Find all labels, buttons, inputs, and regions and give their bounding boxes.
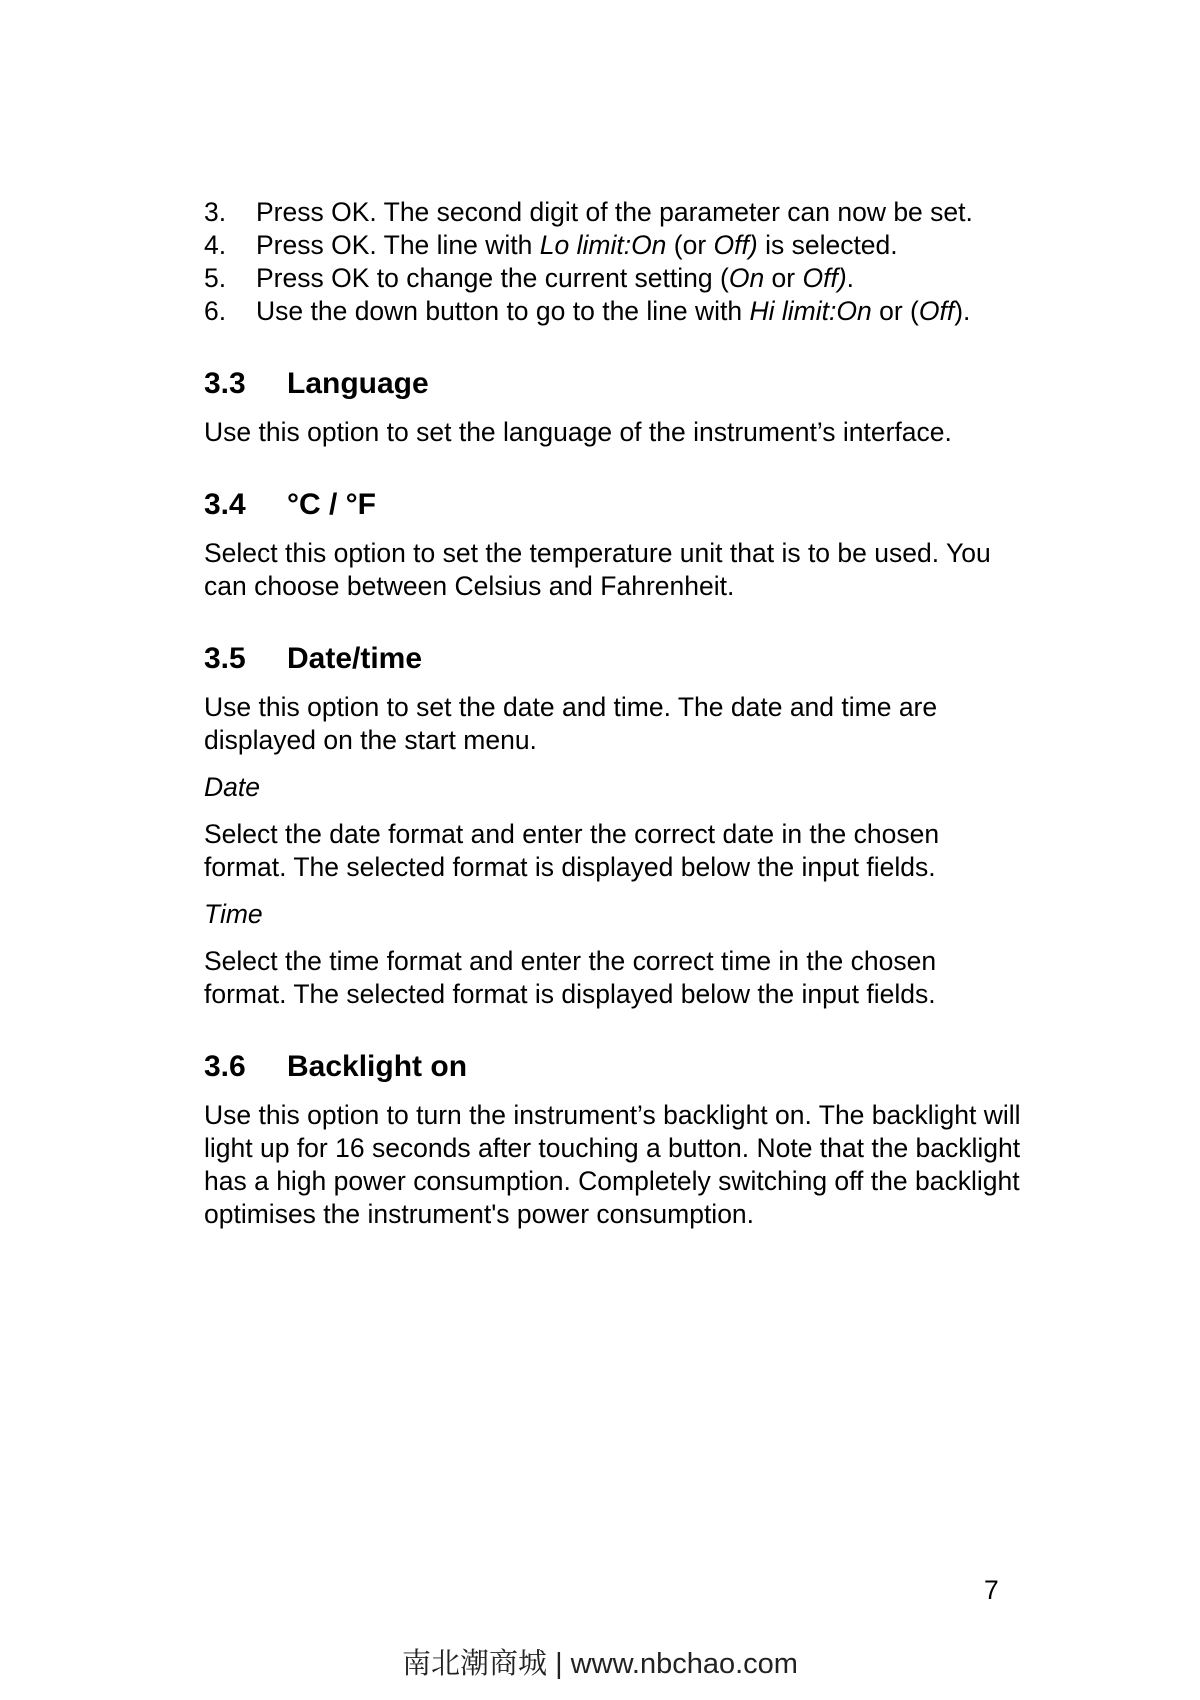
section-title: Date/time	[287, 642, 423, 675]
step-item	[204, 229, 1024, 262]
date-subheading: Date	[204, 772, 260, 802]
section-body: Use this option to turn the instrument’s backlight on. The backlight will light up for 16 seconds after touching a button. Note that the backlight has a high power consumption. Completely switching off the backlight optimises the instrument's power consumption.	[204, 1100, 1021, 1229]
section-number: 3.6	[204, 1050, 246, 1083]
section-title: °C / °F	[287, 488, 376, 521]
step-number: 6.	[204, 296, 227, 326]
step-text-italic: Lo limit:On	[539, 230, 667, 260]
step-text-italic: On	[728, 263, 765, 293]
section-body: Select this option to set the temperature unit that is to be used. You can choose between Celsius and Fahrenheit.	[204, 538, 991, 601]
step-text: (or	[666, 230, 714, 260]
step-item	[204, 196, 1024, 229]
step-text: is selected.	[757, 230, 898, 260]
step-text-italic: Off)	[713, 230, 758, 260]
step-text: or	[764, 263, 803, 293]
section-heading	[204, 487, 1024, 523]
section-backlight	[204, 1049, 1024, 1231]
section-language	[204, 366, 1024, 449]
step-item	[204, 295, 1024, 328]
step-number: 4.	[204, 230, 227, 260]
step-text: Press OK. The line with	[256, 230, 540, 260]
section-heading	[204, 1049, 1024, 1085]
section-title: Language	[287, 367, 429, 400]
section-heading	[204, 641, 1024, 677]
section-body: Use this option to set the date and time. The date and time are displayed on the start menu.	[204, 692, 938, 755]
step-text-italic: Hi limit:On	[749, 296, 872, 326]
step-text: Use the down button to go to the line with	[256, 296, 750, 326]
step-number: 3.	[204, 197, 227, 227]
section-title: Backlight on	[287, 1050, 468, 1083]
time-body: Select the time format and enter the correct time in the chosen format. The selected format is displayed below the input fields.	[204, 946, 937, 1009]
section-number: 3.3	[204, 367, 246, 400]
manual-page	[204, 196, 1024, 1231]
section-body: Use this option to set the language of the instrument’s interface.	[204, 417, 952, 447]
step-number: 5.	[204, 263, 227, 293]
section-units	[204, 487, 1024, 603]
step-text: .	[846, 263, 855, 293]
section-heading	[204, 366, 1024, 402]
step-text: ).	[954, 296, 971, 326]
step-text-italic: Off)	[802, 263, 847, 293]
step-text: Press OK. The second digit of the parameter can now be set.	[256, 197, 973, 227]
footer-watermark: 南北潮商城 | www.nbchao.com	[402, 1648, 798, 1680]
step-text: Press OK to change the current setting (	[256, 263, 729, 293]
date-body: Select the date format and enter the correct date in the chosen format. The selected format is displayed below the input fields.	[204, 819, 940, 882]
step-text: or (	[871, 296, 919, 326]
section-number: 3.5	[204, 642, 246, 675]
step-item	[204, 262, 1024, 295]
time-subheading: Time	[204, 899, 263, 929]
section-number: 3.4	[204, 488, 246, 521]
step-text-italic: Off	[918, 296, 955, 326]
steps-list	[204, 196, 1024, 328]
section-datetime	[204, 641, 1024, 1011]
page-number: 7	[984, 1575, 999, 1605]
